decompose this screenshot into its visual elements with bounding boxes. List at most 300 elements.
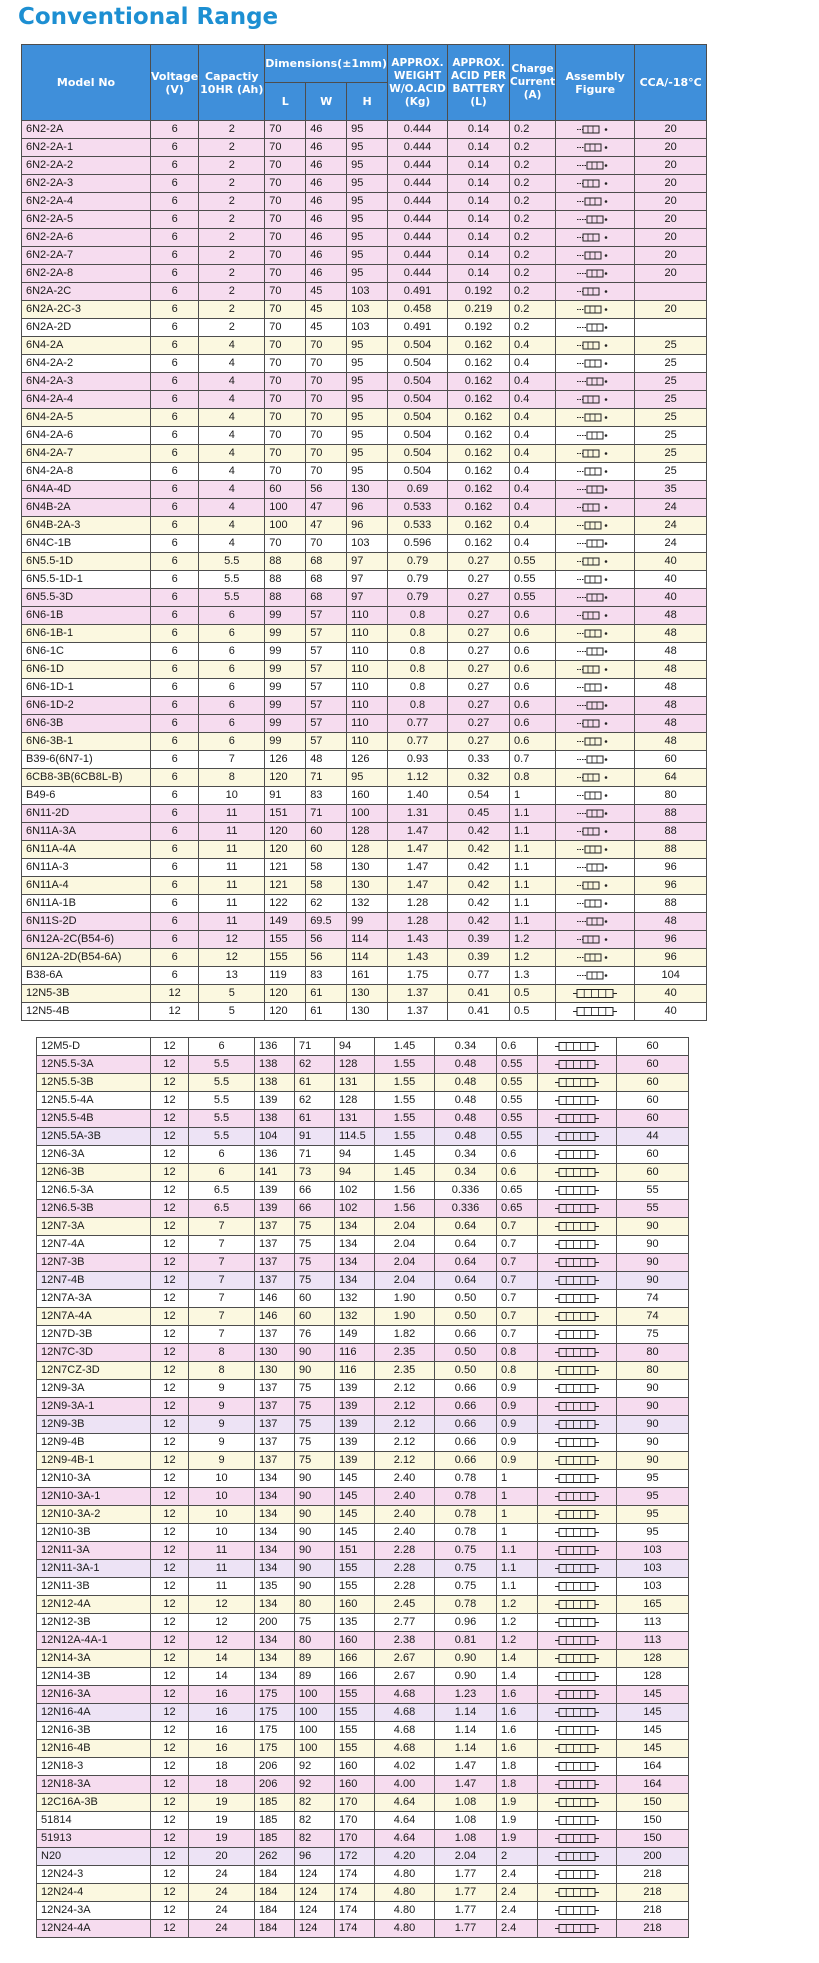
width-cell: 47 — [306, 499, 347, 517]
acid-cell: 0.27 — [448, 661, 510, 679]
model-cell: 12N24-3A — [37, 1902, 151, 1920]
table-row — [37, 1038, 689, 1056]
width-cell: 60 — [295, 1290, 335, 1308]
width-cell: 70 — [306, 337, 347, 355]
charge-current-cell: 1.1 — [497, 1560, 538, 1578]
assembly-figure-cell — [556, 949, 635, 967]
charge-current-cell: 0.7 — [497, 1254, 538, 1272]
capacity-cell: 18 — [189, 1776, 255, 1794]
battery-diagram-icon — [577, 735, 613, 747]
charge-current-cell: 0.55 — [510, 571, 556, 589]
weight-cell: 0.69 — [388, 481, 448, 499]
assembly-figure-cell — [556, 319, 635, 337]
acid-cell: 0.162 — [448, 409, 510, 427]
model-cell: 6N11A-3 — [22, 859, 151, 877]
voltage-cell: 6 — [151, 841, 199, 859]
capacity-cell: 6.5 — [189, 1200, 255, 1218]
cca-cell: 145 — [617, 1740, 689, 1758]
weight-cell: 0.444 — [388, 229, 448, 247]
assembly-figure-cell — [538, 1902, 617, 1920]
battery-diagram-icon — [555, 1850, 599, 1862]
height-cell: 139 — [335, 1398, 375, 1416]
battery-diagram-icon — [577, 375, 613, 387]
width-cell: 100 — [295, 1722, 335, 1740]
assembly-figure-cell — [538, 1308, 617, 1326]
cca-cell: 60 — [635, 751, 707, 769]
table-row — [37, 1542, 689, 1560]
length-cell: 120 — [265, 769, 306, 787]
voltage-cell: 12 — [151, 1686, 189, 1704]
assembly-figure-cell — [538, 1632, 617, 1650]
table-row — [37, 1272, 689, 1290]
assembly-figure-cell — [556, 535, 635, 553]
length-cell: 151 — [265, 805, 306, 823]
table-row — [22, 517, 707, 535]
model-cell: 12N12A-4A-1 — [37, 1632, 151, 1650]
model-cell: 6N4B-2A — [22, 499, 151, 517]
model-cell: B38-6A — [22, 967, 151, 985]
battery-diagram-icon — [555, 1562, 599, 1574]
battery-diagram-icon — [555, 1454, 599, 1466]
battery-diagram-icon — [555, 1184, 599, 1196]
width-cell: 73 — [295, 1164, 335, 1182]
battery-diagram-icon — [577, 681, 613, 693]
length-cell: 70 — [265, 265, 306, 283]
acid-cell: 0.78 — [435, 1470, 497, 1488]
length-cell: 60 — [265, 481, 306, 499]
height-cell: 110 — [347, 715, 388, 733]
acid-cell: 0.42 — [448, 895, 510, 913]
assembly-figure-cell — [556, 139, 635, 157]
assembly-figure-cell — [538, 1920, 617, 1938]
voltage-cell: 6 — [151, 445, 199, 463]
cca-cell: 25 — [635, 391, 707, 409]
capacity-cell: 19 — [189, 1794, 255, 1812]
table-row — [22, 769, 707, 787]
assembly-figure-cell — [556, 769, 635, 787]
cca-cell: 48 — [635, 661, 707, 679]
charge-current-cell: 1.2 — [510, 949, 556, 967]
acid-cell: 0.66 — [435, 1398, 497, 1416]
table-row — [37, 1866, 689, 1884]
model-cell: 6N4-2A-2 — [22, 355, 151, 373]
charge-current-cell: 1.1 — [510, 913, 556, 931]
capacity-cell: 7 — [189, 1218, 255, 1236]
height-cell: 94 — [335, 1164, 375, 1182]
capacity-cell: 6 — [189, 1038, 255, 1056]
height-cell: 160 — [335, 1596, 375, 1614]
weight-cell: 0.93 — [388, 751, 448, 769]
assembly-figure-cell — [538, 1218, 617, 1236]
acid-cell: 0.64 — [435, 1218, 497, 1236]
height-cell: 103 — [347, 301, 388, 319]
model-cell: 6N4C-1B — [22, 535, 151, 553]
model-cell: 6N2A-2C-3 — [22, 301, 151, 319]
width-cell: 75 — [295, 1218, 335, 1236]
table-row — [37, 1578, 689, 1596]
weight-cell: 2.67 — [375, 1668, 435, 1686]
cca-cell: 20 — [635, 157, 707, 175]
charge-current-cell: 0.6 — [510, 715, 556, 733]
width-cell: 89 — [295, 1668, 335, 1686]
assembly-figure-cell — [538, 1524, 617, 1542]
cca-cell: 20 — [635, 229, 707, 247]
battery-diagram-icon — [577, 753, 613, 765]
height-cell: 145 — [335, 1506, 375, 1524]
height-cell: 128 — [335, 1056, 375, 1074]
cca-cell: 113 — [617, 1632, 689, 1650]
capacity-cell: 4 — [199, 409, 265, 427]
assembly-figure-cell — [538, 1380, 617, 1398]
voltage-cell: 6 — [151, 625, 199, 643]
height-cell: 174 — [335, 1866, 375, 1884]
capacity-cell: 9 — [189, 1452, 255, 1470]
header-acid: APPROX. ACID PER BATTERY (L) — [448, 45, 510, 121]
length-cell: 137 — [255, 1326, 295, 1344]
length-cell: 138 — [255, 1074, 295, 1092]
charge-current-cell: 1.4 — [497, 1650, 538, 1668]
charge-current-cell: 1 — [497, 1506, 538, 1524]
battery-diagram-icon — [555, 1058, 599, 1070]
capacity-cell: 2 — [199, 211, 265, 229]
width-cell: 68 — [306, 571, 347, 589]
cca-cell: 25 — [635, 409, 707, 427]
acid-cell: 0.14 — [448, 121, 510, 139]
length-cell: 120 — [265, 1003, 306, 1021]
cca-cell: 164 — [617, 1776, 689, 1794]
capacity-cell: 4 — [199, 499, 265, 517]
voltage-cell: 12 — [151, 1470, 189, 1488]
weight-cell: 4.80 — [375, 1902, 435, 1920]
length-cell: 99 — [265, 661, 306, 679]
voltage-cell: 6 — [151, 715, 199, 733]
battery-diagram-icon — [555, 1112, 599, 1124]
voltage-cell: 6 — [151, 967, 199, 985]
capacity-cell: 9 — [189, 1416, 255, 1434]
charge-current-cell: 0.55 — [497, 1092, 538, 1110]
height-cell: 95 — [347, 391, 388, 409]
battery-diagram-icon — [577, 501, 613, 513]
width-cell: 100 — [295, 1704, 335, 1722]
width-cell: 75 — [295, 1416, 335, 1434]
voltage-cell: 12 — [151, 1524, 189, 1542]
weight-cell: 2.04 — [375, 1272, 435, 1290]
assembly-figure-cell — [538, 1812, 617, 1830]
voltage-cell: 12 — [151, 1416, 189, 1434]
cca-cell: 218 — [617, 1884, 689, 1902]
width-cell: 124 — [295, 1866, 335, 1884]
length-cell: 70 — [265, 319, 306, 337]
voltage-cell: 6 — [151, 247, 199, 265]
weight-cell: 4.64 — [375, 1812, 435, 1830]
page-title: Conventional Range — [18, 4, 279, 30]
capacity-cell: 16 — [189, 1704, 255, 1722]
weight-cell: 1.47 — [388, 823, 448, 841]
battery-diagram-icon — [577, 339, 613, 351]
assembly-figure-cell — [556, 931, 635, 949]
weight-cell: 2.04 — [375, 1218, 435, 1236]
weight-cell: 1.90 — [375, 1290, 435, 1308]
acid-cell: 0.50 — [435, 1290, 497, 1308]
width-cell: 57 — [306, 715, 347, 733]
table-row — [37, 1470, 689, 1488]
cca-cell: 128 — [617, 1650, 689, 1668]
assembly-figure-cell — [538, 1542, 617, 1560]
table-row — [37, 1668, 689, 1686]
acid-cell: 0.48 — [435, 1128, 497, 1146]
assembly-figure-cell — [538, 1884, 617, 1902]
model-cell: 6N4-2A-8 — [22, 463, 151, 481]
battery-diagram-icon — [555, 1490, 599, 1502]
charge-current-cell: 1.1 — [510, 895, 556, 913]
battery-diagram-icon — [577, 249, 613, 261]
model-cell: 12N18-3 — [37, 1758, 151, 1776]
acid-cell: 0.48 — [435, 1056, 497, 1074]
table-row — [37, 1362, 689, 1380]
table-row — [37, 1560, 689, 1578]
voltage-cell: 12 — [151, 1830, 189, 1848]
capacity-cell: 5.5 — [199, 571, 265, 589]
cca-cell: 145 — [617, 1704, 689, 1722]
weight-cell: 1.56 — [375, 1200, 435, 1218]
battery-diagram-icon — [577, 789, 613, 801]
model-cell: 12N7D-3B — [37, 1326, 151, 1344]
capacity-cell: 4 — [199, 481, 265, 499]
acid-cell: 0.14 — [448, 265, 510, 283]
model-cell: 12C16A-3B — [37, 1794, 151, 1812]
model-cell: 6N4-2A-5 — [22, 409, 151, 427]
table-row — [22, 445, 707, 463]
cca-cell: 40 — [635, 553, 707, 571]
capacity-cell: 6 — [199, 625, 265, 643]
capacity-cell: 12 — [189, 1596, 255, 1614]
voltage-cell: 12 — [151, 1776, 189, 1794]
weight-cell: 0.8 — [388, 625, 448, 643]
height-cell: 128 — [347, 841, 388, 859]
cca-cell: 96 — [635, 859, 707, 877]
assembly-figure-cell — [556, 211, 635, 229]
weight-cell: 4.00 — [375, 1776, 435, 1794]
table-row — [37, 1308, 689, 1326]
height-cell: 95 — [347, 769, 388, 787]
table-row — [37, 1704, 689, 1722]
voltage-cell: 12 — [151, 1578, 189, 1596]
height-cell: 96 — [347, 517, 388, 535]
charge-current-cell: 0.2 — [510, 211, 556, 229]
battery-diagram-icon — [555, 1148, 599, 1160]
height-cell: 174 — [335, 1884, 375, 1902]
height-cell: 95 — [347, 409, 388, 427]
weight-cell: 2.12 — [375, 1416, 435, 1434]
capacity-cell: 5 — [199, 1003, 265, 1021]
assembly-figure-cell — [538, 1092, 617, 1110]
acid-cell: 0.39 — [448, 931, 510, 949]
assembly-figure-cell — [538, 1038, 617, 1056]
battery-diagram-icon — [555, 1508, 599, 1520]
table-row — [22, 481, 707, 499]
battery-diagram-icon — [577, 447, 613, 459]
acid-cell: 1.08 — [435, 1830, 497, 1848]
battery-diagram-icon — [577, 573, 613, 585]
capacity-cell: 10 — [189, 1524, 255, 1542]
voltage-cell: 12 — [151, 1128, 189, 1146]
model-cell: 6N11A-1B — [22, 895, 151, 913]
battery-diagram-icon — [577, 303, 613, 315]
charge-current-cell: 0.6 — [497, 1164, 538, 1182]
voltage-cell: 6 — [151, 355, 199, 373]
length-cell: 120 — [265, 985, 306, 1003]
assembly-figure-cell — [538, 1236, 617, 1254]
length-cell: 138 — [255, 1110, 295, 1128]
weight-cell: 0.8 — [388, 643, 448, 661]
capacity-cell: 2 — [199, 301, 265, 319]
battery-diagram-icon — [555, 1166, 599, 1178]
battery-diagram-icon — [555, 1580, 599, 1592]
capacity-cell: 13 — [199, 967, 265, 985]
weight-cell: 0.504 — [388, 409, 448, 427]
model-cell: 6N4A-4D — [22, 481, 151, 499]
model-cell: 12N24-4A — [37, 1920, 151, 1938]
model-cell: 12N24-4 — [37, 1884, 151, 1902]
weight-cell: 2.77 — [375, 1614, 435, 1632]
table-row — [37, 1254, 689, 1272]
cca-cell: 48 — [635, 625, 707, 643]
length-cell: 121 — [265, 859, 306, 877]
width-cell: 70 — [306, 427, 347, 445]
length-cell: 139 — [255, 1182, 295, 1200]
charge-current-cell: 0.2 — [510, 301, 556, 319]
voltage-cell: 12 — [151, 1074, 189, 1092]
length-cell: 136 — [255, 1146, 295, 1164]
charge-current-cell: 0.4 — [510, 499, 556, 517]
length-cell: 200 — [255, 1614, 295, 1632]
model-cell: 12N5.5-4B — [37, 1110, 151, 1128]
model-cell: 12N10-3A-1 — [37, 1488, 151, 1506]
assembly-figure-cell — [538, 1560, 617, 1578]
acid-cell: 0.45 — [448, 805, 510, 823]
model-cell: 6N11-2D — [22, 805, 151, 823]
weight-cell: 2.28 — [375, 1578, 435, 1596]
battery-diagram-icon — [577, 807, 613, 819]
capacity-cell: 2 — [199, 319, 265, 337]
table-row — [22, 553, 707, 571]
charge-current-cell: 0.6 — [510, 697, 556, 715]
battery-diagram-icon — [577, 537, 613, 549]
table-row — [37, 1506, 689, 1524]
header-dim-h: H — [347, 83, 388, 121]
voltage-cell: 6 — [151, 607, 199, 625]
width-cell: 90 — [295, 1560, 335, 1578]
width-cell: 56 — [306, 931, 347, 949]
weight-cell: 0.504 — [388, 355, 448, 373]
acid-cell: 0.162 — [448, 427, 510, 445]
length-cell: 155 — [265, 949, 306, 967]
voltage-cell: 6 — [151, 859, 199, 877]
charge-current-cell: 0.4 — [510, 355, 556, 373]
assembly-figure-cell — [538, 1200, 617, 1218]
acid-cell: 0.42 — [448, 859, 510, 877]
model-cell: 6N12A-2C(B54-6) — [22, 931, 151, 949]
cca-cell: 80 — [617, 1344, 689, 1362]
height-cell: 134 — [335, 1272, 375, 1290]
battery-diagram-icon — [577, 933, 613, 945]
capacity-cell: 12 — [199, 949, 265, 967]
width-cell: 61 — [295, 1074, 335, 1092]
model-cell: 12N5.5-3A — [37, 1056, 151, 1074]
height-cell: 155 — [335, 1560, 375, 1578]
cca-cell: 96 — [635, 949, 707, 967]
table-row — [37, 1074, 689, 1092]
height-cell: 130 — [347, 877, 388, 895]
battery-diagram-icon — [577, 519, 613, 531]
battery-diagram-icon — [555, 1364, 599, 1376]
capacity-cell: 12 — [189, 1614, 255, 1632]
width-cell: 75 — [295, 1254, 335, 1272]
model-cell: 6N5.5-1D-1 — [22, 571, 151, 589]
width-cell: 70 — [306, 445, 347, 463]
acid-cell: 0.66 — [435, 1416, 497, 1434]
height-cell: 160 — [335, 1632, 375, 1650]
assembly-figure-cell — [556, 481, 635, 499]
capacity-cell: 4 — [199, 535, 265, 553]
length-cell: 100 — [265, 517, 306, 535]
capacity-cell: 7 — [189, 1272, 255, 1290]
width-cell: 75 — [295, 1380, 335, 1398]
charge-current-cell: 0.55 — [497, 1128, 538, 1146]
assembly-figure-cell — [556, 121, 635, 139]
table-row — [37, 1236, 689, 1254]
height-cell: 170 — [335, 1794, 375, 1812]
height-cell: 126 — [347, 751, 388, 769]
length-cell: 134 — [255, 1596, 295, 1614]
acid-cell: 0.66 — [435, 1452, 497, 1470]
capacity-cell: 2 — [199, 247, 265, 265]
model-cell: 6N4-2A-4 — [22, 391, 151, 409]
acid-cell: 0.66 — [435, 1380, 497, 1398]
cca-cell: 25 — [635, 427, 707, 445]
width-cell: 90 — [295, 1506, 335, 1524]
model-cell: 6N5.5-1D — [22, 553, 151, 571]
width-cell: 56 — [306, 949, 347, 967]
battery-diagram-icon — [577, 879, 613, 891]
voltage-cell: 6 — [151, 499, 199, 517]
assembly-figure-cell — [538, 1362, 617, 1380]
weight-cell: 0.8 — [388, 679, 448, 697]
cca-cell: 20 — [635, 175, 707, 193]
table-row — [22, 625, 707, 643]
length-cell: 99 — [265, 607, 306, 625]
table-row — [37, 1632, 689, 1650]
acid-cell: 1.23 — [435, 1686, 497, 1704]
weight-cell: 1.55 — [375, 1056, 435, 1074]
table-row — [22, 265, 707, 283]
weight-cell: 2.04 — [375, 1236, 435, 1254]
length-cell: 134 — [255, 1506, 295, 1524]
battery-diagram-icon — [577, 267, 613, 279]
cca-cell: 88 — [635, 841, 707, 859]
assembly-figure-cell — [538, 1110, 617, 1128]
cca-cell: 96 — [635, 877, 707, 895]
capacity-cell: 20 — [189, 1848, 255, 1866]
model-cell: 6N2-2A-1 — [22, 139, 151, 157]
charge-current-cell: 0.9 — [497, 1434, 538, 1452]
battery-diagram-icon — [577, 429, 613, 441]
acid-cell: 0.27 — [448, 571, 510, 589]
acid-cell: 0.64 — [435, 1272, 497, 1290]
weight-cell: 1.55 — [375, 1092, 435, 1110]
voltage-cell: 12 — [151, 1146, 189, 1164]
width-cell: 91 — [295, 1128, 335, 1146]
